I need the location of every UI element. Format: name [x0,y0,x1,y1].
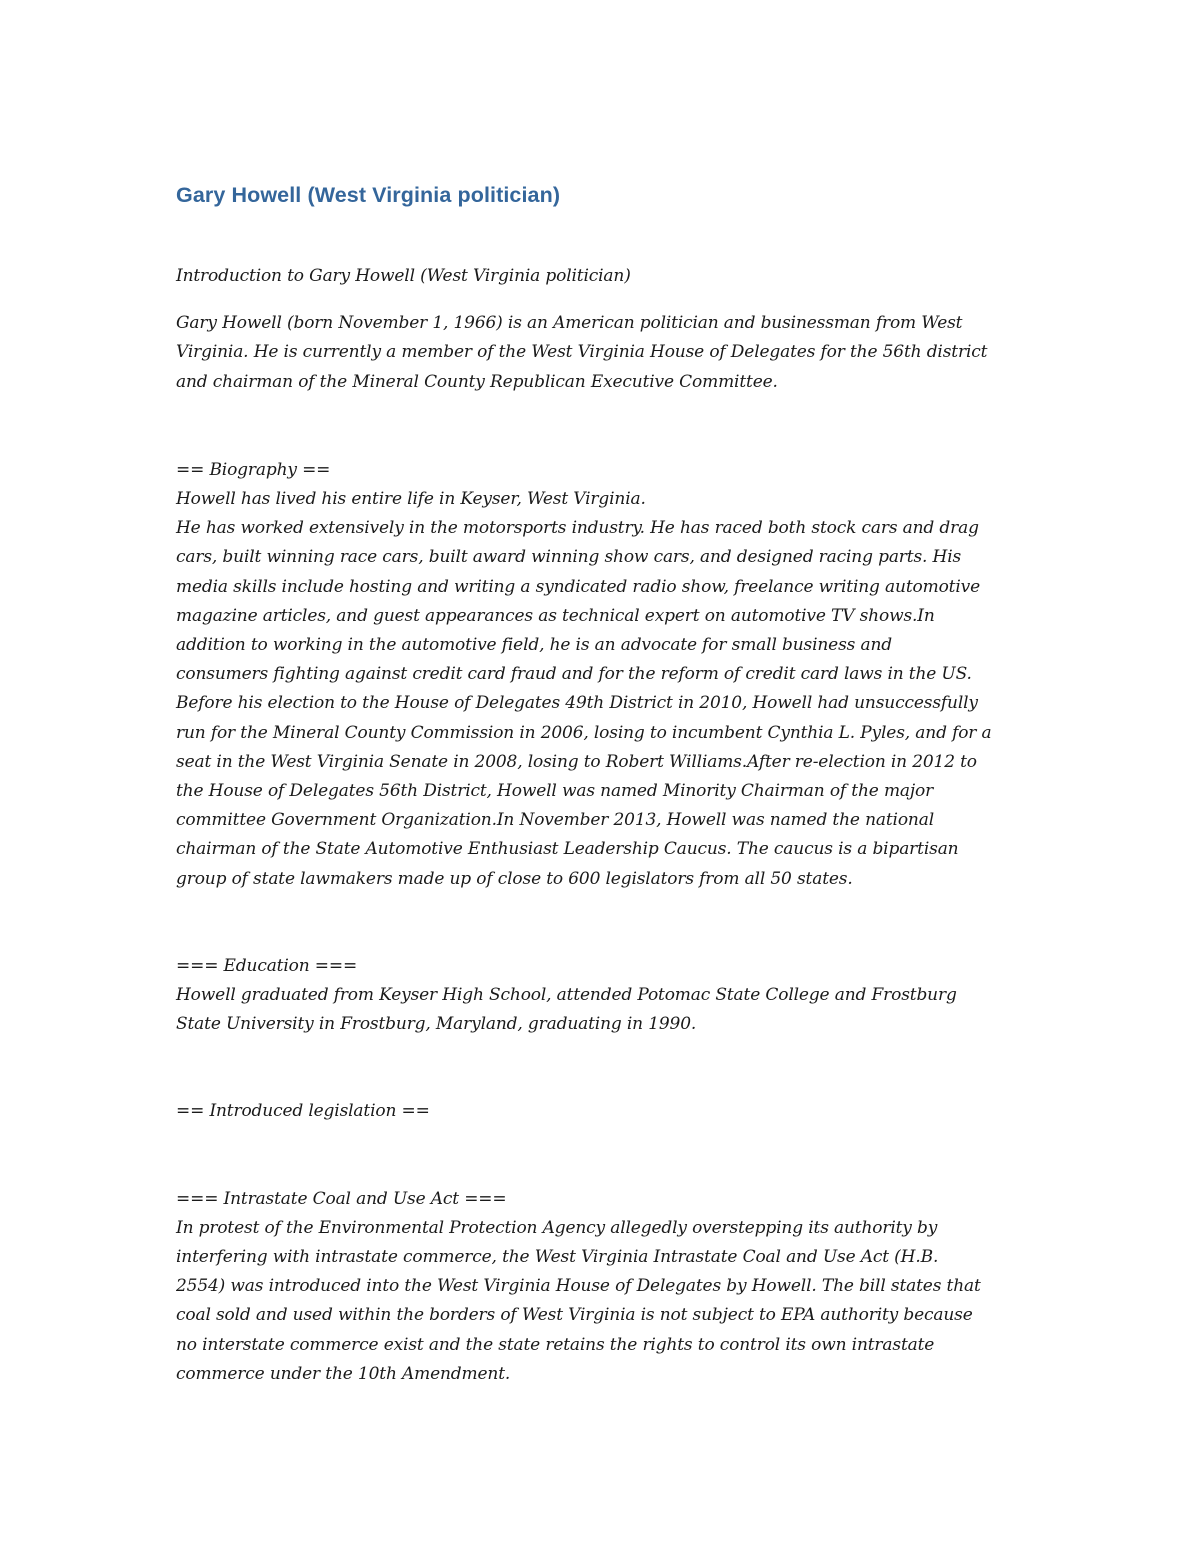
intro-paragraph [176,309,1026,397]
biography-section [176,456,1026,894]
coal-act-line: In protest of the Environmental Protection Agency allegedly overstepping its authority by [176,1217,938,1238]
biography-line: addition to working in the automotive field, he is an advocate for small business and [176,635,893,656]
biography-line: cars, built winning race cars, built award winning show cars, and designed racing parts. His [176,547,962,568]
biography-line: group of state lawmakers made up of close to 600 legislators from all 50 states. [176,868,853,889]
coal-act-line: interfering with intrastate commerce, the West Virginia Intrastate Coal and Use Act (H.B. [176,1247,939,1268]
biography-line: consumers fighting against credit card fraud and for the reform of credit card laws in the US. [176,664,972,685]
intro-heading: Introduction to Gary Howell (West Virginia politician) [176,266,631,286]
biography-line: run for the Mineral County Commission in 2006, losing to incumbent Cynthia L. Pyles, and for a [176,722,992,743]
education-line: State University in Frostburg, Maryland, graduating in 1990. [176,1014,697,1035]
biography-line: Howell has lived his entire life in Keyser, West Virginia. [176,489,646,510]
biography-line: seat in the West Virginia Senate in 2008, losing to Robert Williams.After re-election in 2012 to [176,751,977,772]
biography-line: media skills include hosting and writing a syndicated radio show, freelance writing automotive [176,576,980,597]
biography-heading: == Biography == [176,459,331,480]
coal-act-line: commerce under the 10th Amendment. [176,1363,511,1384]
biography-line: Before his election to the House of Delegates 49th District in 2010, Howell had unsuccessfully [176,693,978,714]
document-content [176,178,1026,1389]
coal-act-section [176,1185,1026,1389]
biography-line: committee Government Organization.In November 2013, Howell was named the national [176,810,934,831]
coal-act-heading: === Intrastate Coal and Use Act === [176,1188,507,1209]
biography-line: the House of Delegates 56th District, Howell was named Minority Chairman of the major [176,781,934,802]
legislation-heading: == Introduced legislation == [176,1101,430,1122]
coal-act-line: 2554) was introduced into the West Virginia House of Delegates by Howell. The bill states that [176,1276,981,1297]
intro-line: Virginia. He is currently a member of the West Virginia House of Delegates for the 56th district [176,342,988,363]
biography-line: chairman of the State Automotive Enthusiast Leadership Caucus. The caucus is a bipartisan [176,839,959,860]
coal-act-line: coal sold and used within the borders of West Virginia is not subject to EPA authority because [176,1305,973,1326]
coal-act-line: no interstate commerce exist and the state retains the rights to control its own intrastate [176,1334,935,1355]
document-title: Gary Howell (West Virginia politician) [176,183,561,207]
education-section [176,952,1026,1040]
legislation-section [176,1097,1026,1126]
education-line: Howell graduated from Keyser High School, attended Potomac State College and Frostburg [176,985,957,1006]
biography-line: He has worked extensively in the motorsports industry. He has raced both stock cars and drag [176,518,979,539]
intro-line: and chairman of the Mineral County Republican Executive Committee. [176,371,778,392]
intro-line: Gary Howell (born November 1, 1966) is an American politician and businessman from West [176,313,963,334]
education-heading: === Education === [176,955,358,976]
biography-line: magazine articles, and guest appearances as technical expert on automotive TV shows.In [176,605,935,626]
